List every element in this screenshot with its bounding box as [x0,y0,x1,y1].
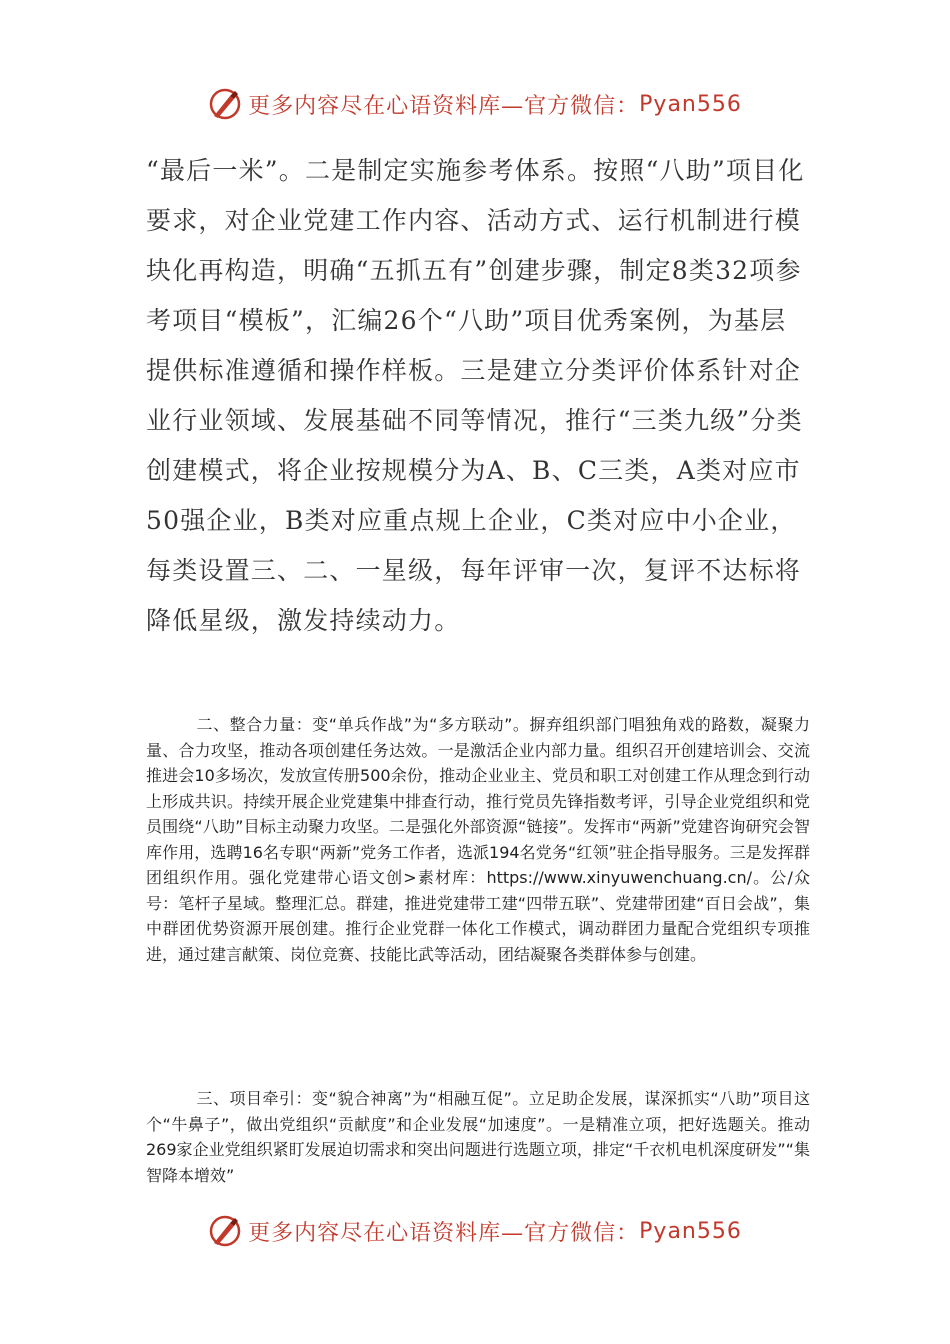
header-slogan: 更多内容尽在心语资料库—官方微信： [248,93,640,119]
section-3-text: 三、项目牵引：变“貌合神离”为“相融互促”。立足助企发展，谋深抓实“八助”项目这个“牛鼻子”，做出党组织“贡献度”和企业发展“加速度”。一是精准立项，把好选题关。推动269家企业党组织紧盯发展迫切需求和突出问题进行选题立项，排定“千衣机电机深度研发”“集智降本增效” [146,1089,810,1185]
header-account: Pyan556 [639,91,742,117]
footer-account: Pyan556 [639,1218,742,1244]
pen-logo-icon [208,1214,242,1248]
footer-banner [0,1211,950,1251]
section-3 [146,1086,810,1188]
body-paragraph-1 [146,146,810,646]
header-banner [0,84,950,124]
section-2 [146,712,810,967]
section-2-text: 二、整合力量：变“单兵作战”为“多方联动”。摒弃组织部门唱独角戏的路数，凝聚力量、合力攻坚，推动各项创建任务达效。一是激活企业内部力量。组织召开创建培训会、交流推进会10多场次，发放宣传册500余份，推动企业业主、党员和职工对创建工作从理念到行动上形成共识。持续开展企业党建集中排查行动，推行党员先锋指数考评，引导企业党组织和党员围绕“八助”目标主动聚力攻坚。二是强化外部资源“链接”。发挥市“两新”党建咨询研究会智库作用，选聘16名专职“两新”党务工作者，选派194名党务“红领”驻企指导服务。三是发挥群团组织作用。强化党建带心语文创>素材库：https://www.xinyuwenchuang.cn/。公/众号：笔杆子星域。整理汇总。群建，推进党建带工建“四带五联”、党建带团建“百日会战”，集中群团优势资源开展创建。推行企业党群一体化工作模式，调动群团力量配合党组织专项推进，通过建言献策、岗位竞赛、技能比武等活动，团结凝聚各类群体参与创建。 [146,715,810,964]
paragraph-text: “最后一米”。二是制定实施参考体系。按照“八助”项目化要求，对企业党建工作内容、活动方式、运行机制进行模块化再构造，明确“五抓五有”创建步骤，制定8类32项参考项目“模板”，汇编26个“八助”项目优秀案例，为基层提供标准遵循和操作样板。三是建立分类评价体系针对企业行业领域、发展基础不同等情况，推行“三类九级”分类创建模式，将企业按规模分为A、B、C三类，A类对应市50强企业，B类对应重点规上企业，C类对应中小企业，每类设置三、二、一星级，每年评审一次，复评不达标将降低星级，激发持续动力。 [146,156,805,635]
pen-logo-icon [208,87,242,121]
footer-slogan: 更多内容尽在心语资料库—官方微信： [248,1220,640,1246]
